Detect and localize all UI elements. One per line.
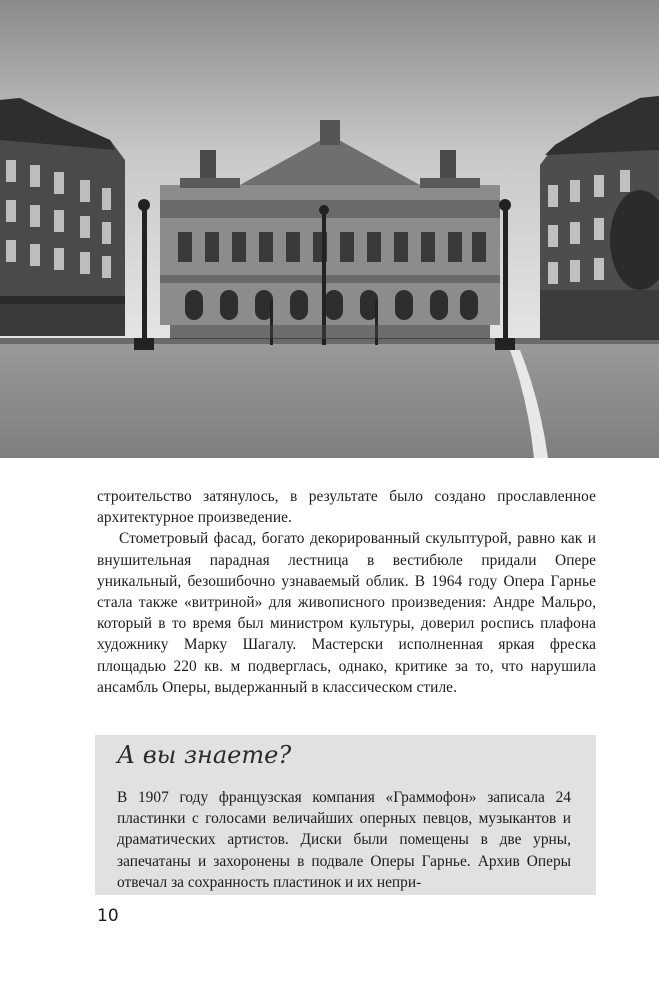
did-you-know-text: В 1907 году французская компания «Граммофон» записала 24 пластинки с голосами величайших оперных певцов, музыкантов и драматических артистов. Диски были помещены в две урны, запечатаны и захоронены в подвале Оперы Гарнье. Архив Оперы отвечал за сохранность пластинок и их непри-	[117, 789, 571, 891]
paragraph-1: строительство затянулось, в результате было создано прославленное архитектурное произведение.	[97, 488, 596, 527]
paragraph-2: Стометровый фасад, богато декорированный скульптурой, равно как и внушительная парадная лестница в вестибюле придали Опере уникальный, безошибочно узнаваемый облик. В 1964 году Опера Гарнье стала также «витриной» для живописного произведения: Андре Мальро, который в то время был министром культуры, доверил роспись плафона художнику Марку Шагалу. Мастерски исполненная яркая фреска площадью 220 кв. м подверглась, однако, критике за то, что нарушила ансамбль Оперы, выдержанный в классическом стиле.	[97, 530, 596, 696]
page-number: 10	[97, 906, 119, 926]
opera-garnier-photo	[0, 0, 659, 458]
main-text	[97, 486, 596, 698]
opera-building	[160, 120, 500, 325]
did-you-know-heading: А вы знаете?	[117, 741, 292, 769]
did-you-know-box	[95, 735, 596, 895]
